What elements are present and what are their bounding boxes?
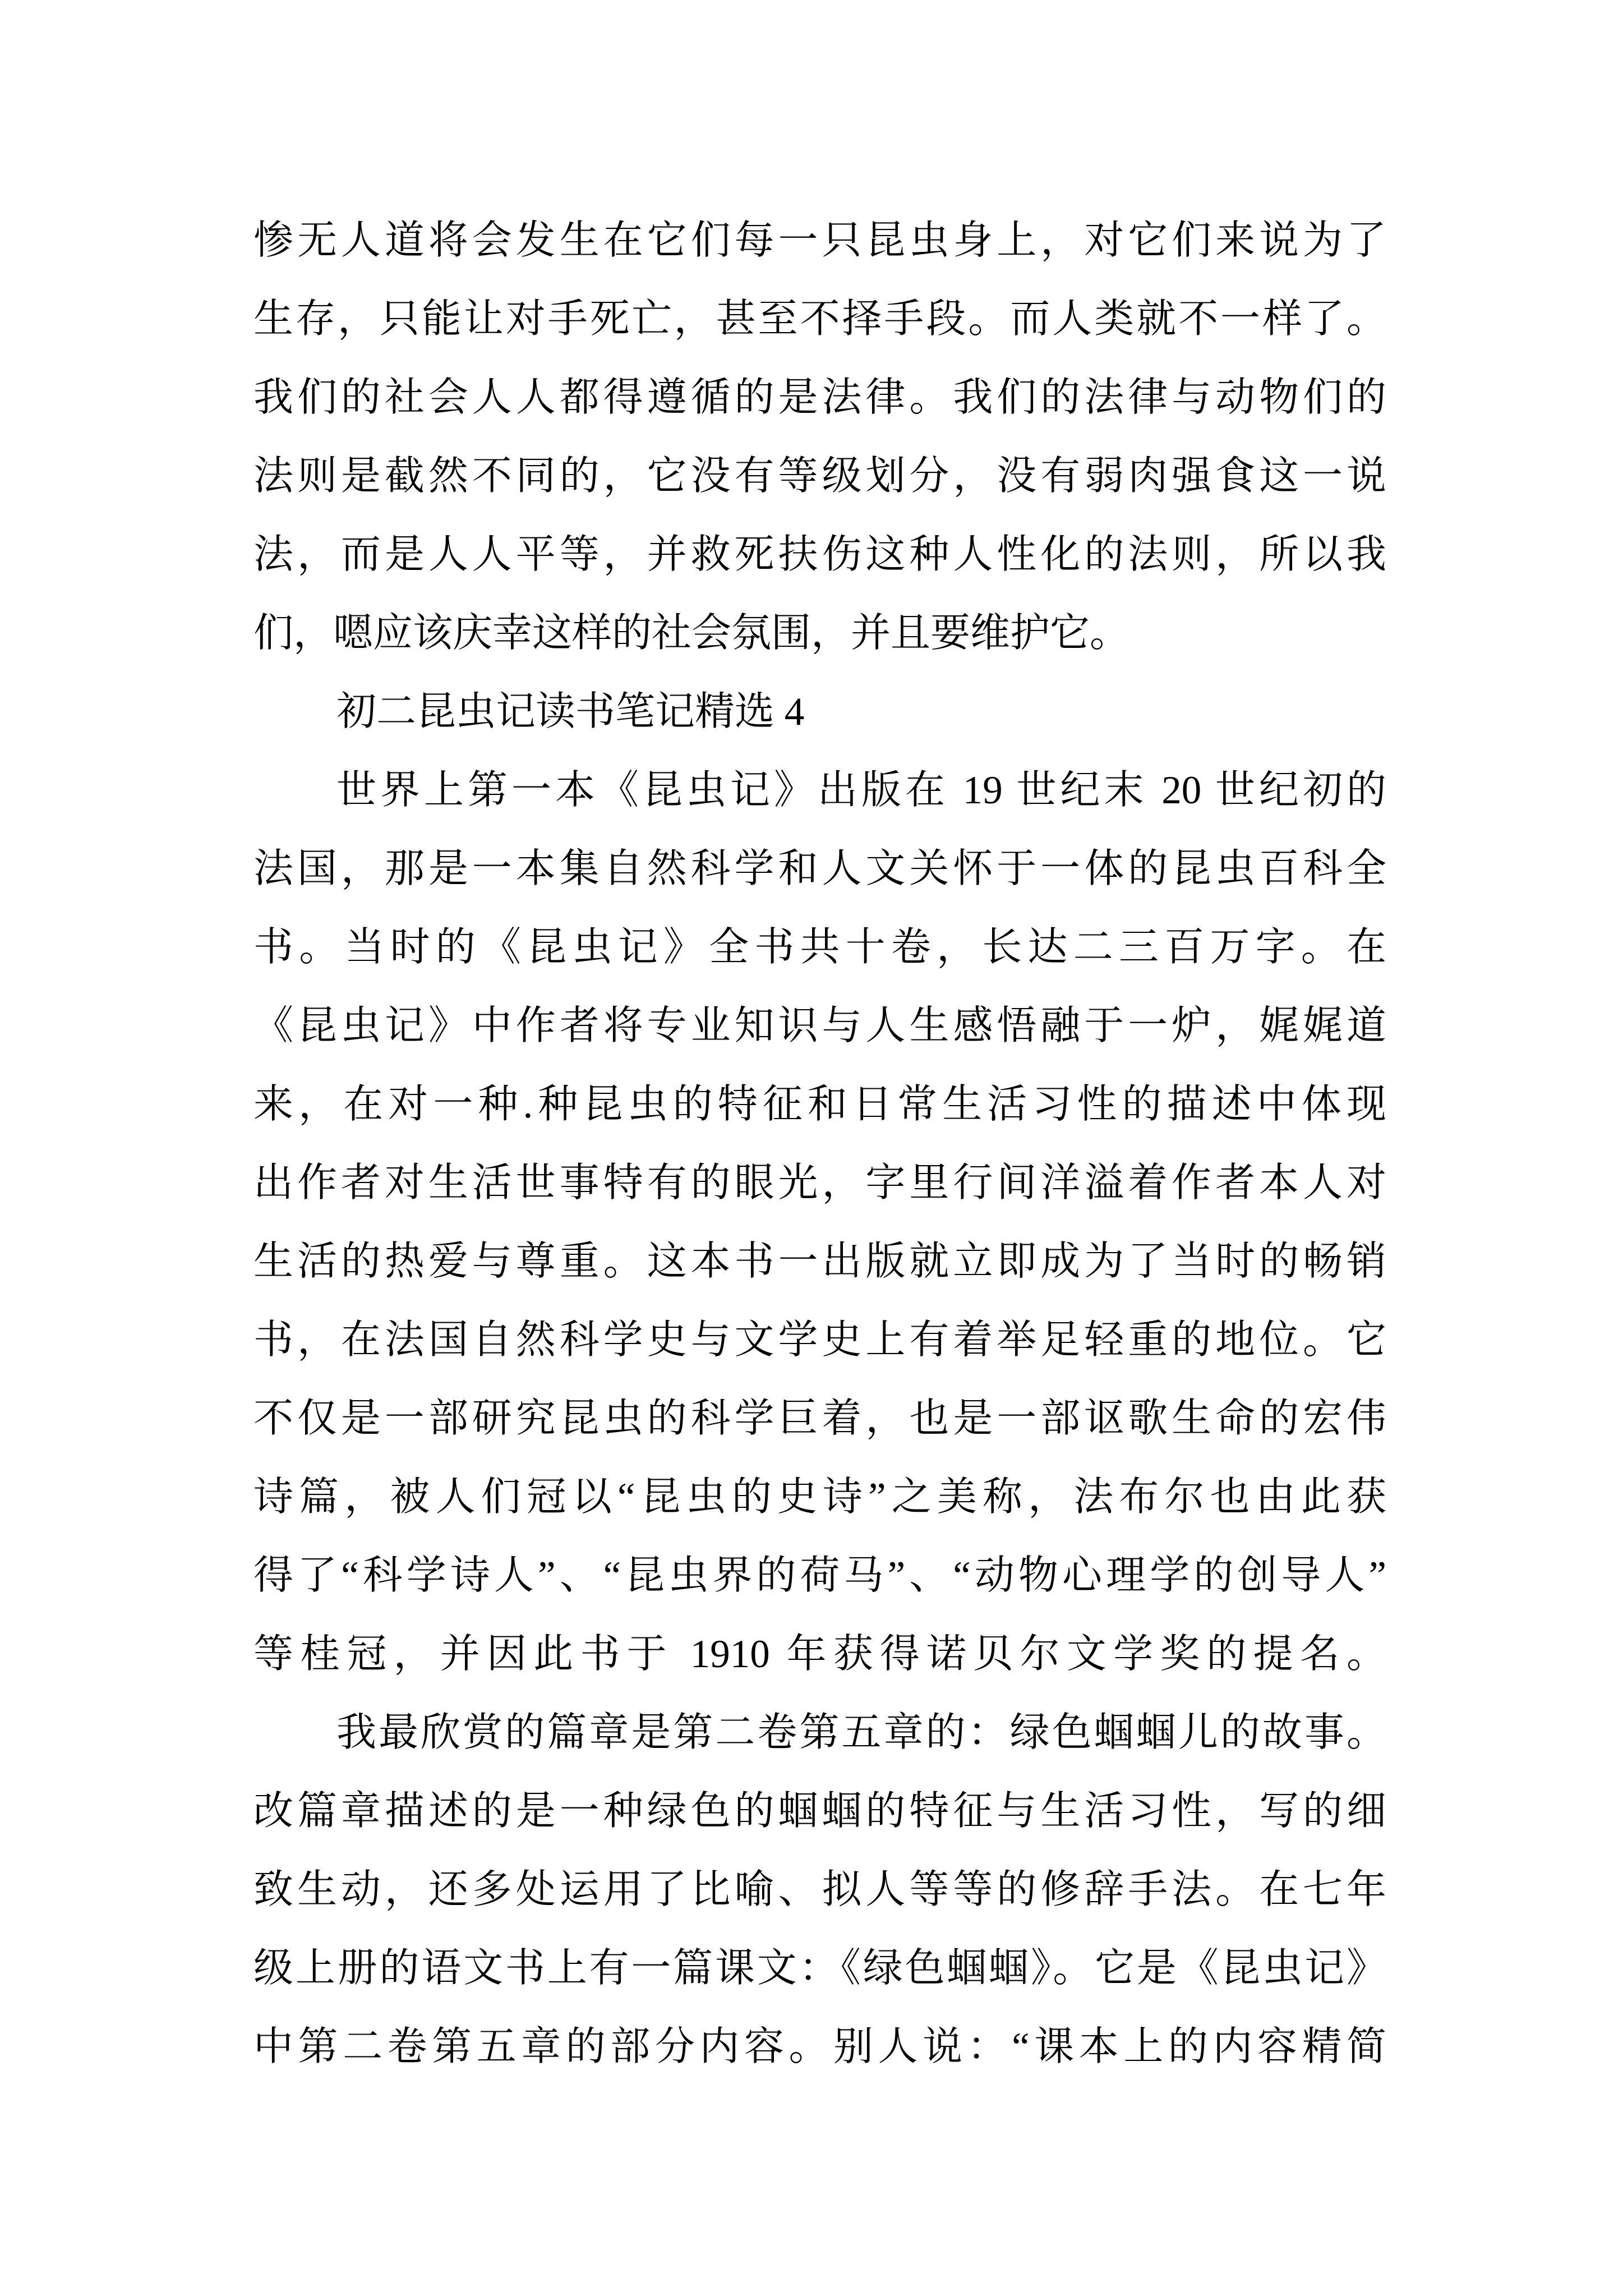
text-line: 我们的社会人人都得遵循的是法律。我们的法律与动物们的 — [253, 376, 1386, 420]
text-line: 不仅是一部研究昆虫的科学巨着，也是一部讴歌生命的宏伟 — [253, 1397, 1386, 1441]
text-line: 惨无人道将会发生在它们每一只昆虫身上，对它们来说为了 — [253, 219, 1386, 263]
text-line: 法则是截然不同的，它没有等级划分，没有弱肉强食这一说 — [253, 454, 1386, 498]
text-line: 级上册的语文书上有一篇课文：《绿色蝈蝈》。它是《昆虫记》 — [253, 1947, 1386, 1990]
text-line: 等桂冠，并因此书于 1910 年获得诺贝尔文学奖的提名。 — [253, 1632, 1386, 1676]
text-line: 出作者对生活世事特有的眼光，字里行间洋溢着作者本人对 — [253, 1161, 1386, 1205]
text-line: 生存，只能让对手死亡，甚至不择手段。而人类就不一样了。 — [253, 297, 1386, 341]
paragraph — [253, 751, 1386, 1694]
section-heading: 初二昆虫记读书笔记精选 4 — [336, 690, 805, 734]
text-line: 法，而是人人平等，并救死扶伤这种人性化的法则，所以我 — [253, 533, 1386, 577]
text-line: 们，嗯应该庆幸这样的社会氛围，并且要维护它。 — [253, 611, 1130, 655]
text-line: 生活的热爱与尊重。这本书一出版就立即成为了当时的畅销 — [253, 1240, 1386, 1283]
text-line: 书，在法国自然科学史与文学史上有着举足轻重的地位。它 — [253, 1318, 1386, 1362]
text-line: 法国，那是一本集自然科学和人文关怀于一体的昆虫百科全 — [253, 847, 1386, 891]
document-body — [253, 201, 1386, 2086]
section-heading-block — [253, 673, 1386, 751]
text-line: 中第二卷第五章的部分内容。别人说：“课本上的内容精简 — [253, 2025, 1386, 2069]
text-line: 《昆虫记》中作者将专业知识与人生感悟融于一炉，娓娓道 — [253, 1004, 1386, 1048]
text-line: 致生动，还多处运用了比喻、拟人等等的修辞手法。在七年 — [253, 1868, 1386, 1912]
paragraph — [253, 1694, 1386, 2086]
text-line: 得了“科学诗人”、“昆虫界的荷马”、“动物心理学的创导人” — [253, 1554, 1386, 1598]
text-line: 诗篇，被人们冠以“昆虫的史诗”之美称，法布尔也由此获 — [253, 1475, 1386, 1519]
text-line: 世界上第一本《昆虫记》出版在 19 世纪末 20 世纪初的 — [336, 769, 1386, 812]
text-line: 来，在对一种.种昆虫的特征和日常生活习性的描述中体现 — [253, 1083, 1386, 1126]
text-line: 我最欣赏的篇章是第二卷第五章的：绿色蝈蝈儿的故事。 — [336, 1711, 1386, 1755]
text-line: 书。当时的《昆虫记》全书共十卷，长达二三百万字。在 — [253, 926, 1386, 969]
text-line: 改篇章描述的是一种绿色的蝈蝈的特征与生活习性，写的细 — [253, 1789, 1386, 1833]
paragraph-continued — [253, 201, 1386, 673]
